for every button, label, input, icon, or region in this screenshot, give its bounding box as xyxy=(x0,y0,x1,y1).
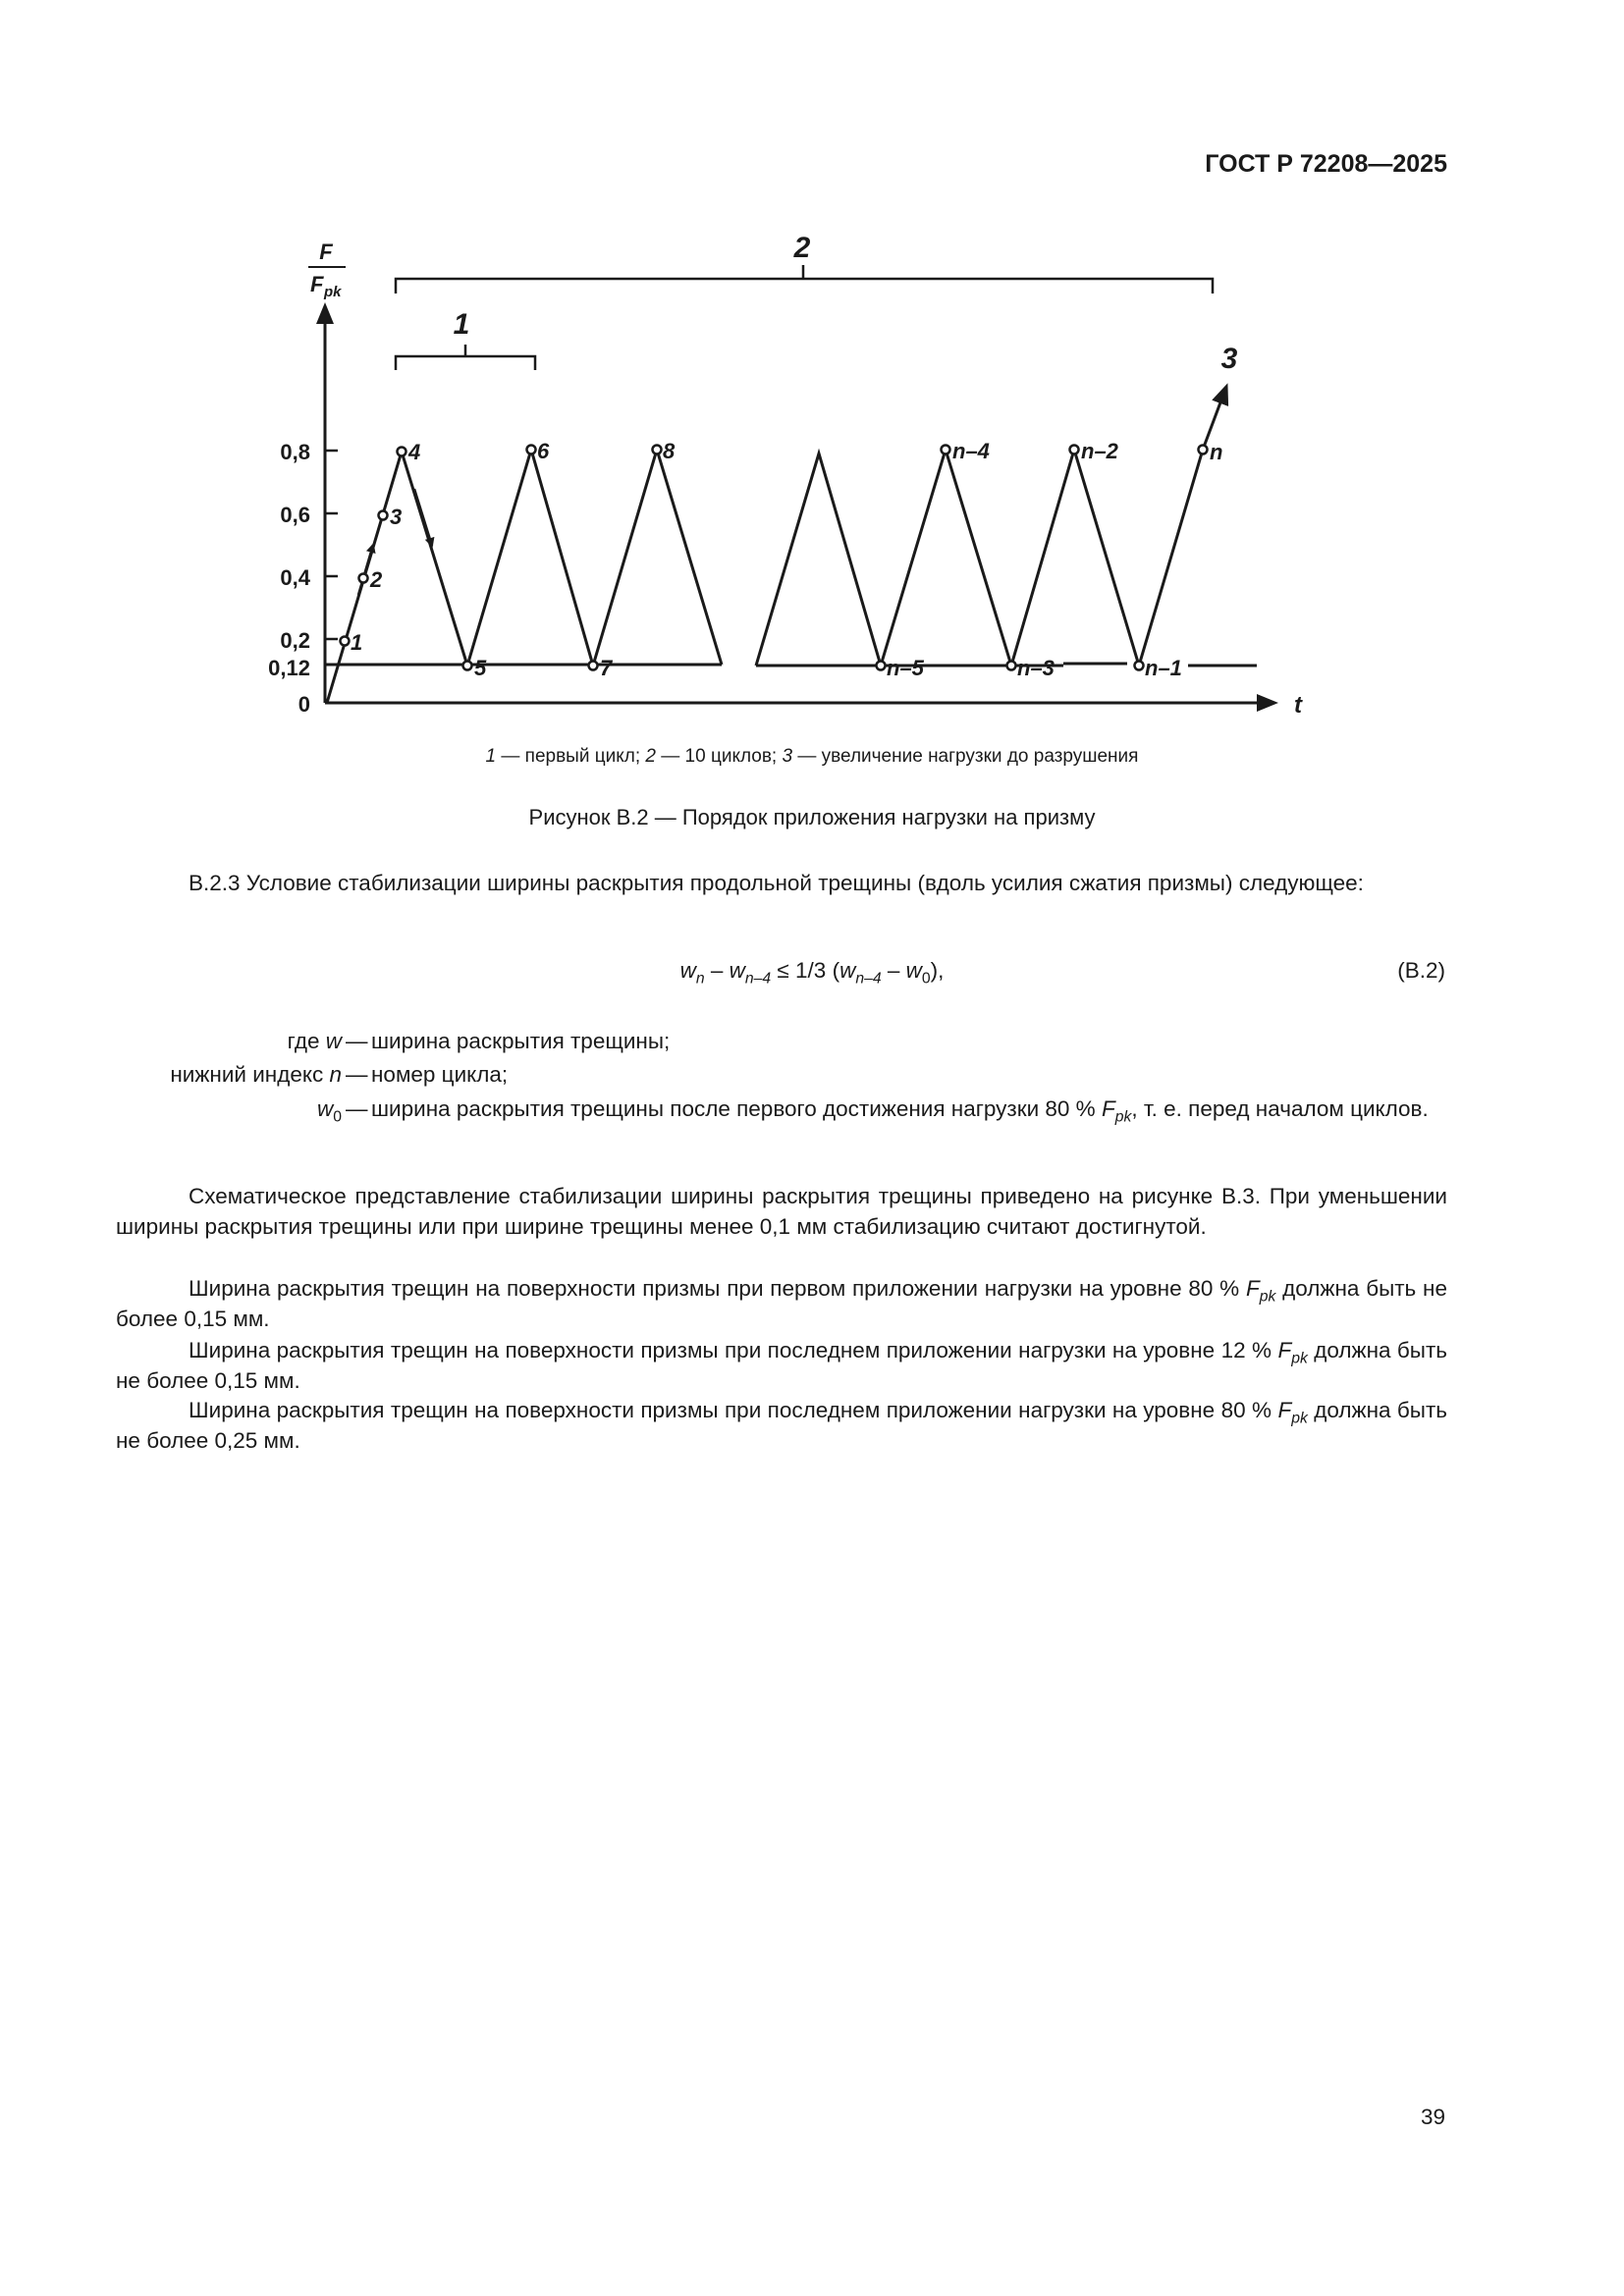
point-markers xyxy=(341,446,1208,670)
paragraph-schematic: Схематическое представление стабилизации ширины раскрытия трещины приведено на рисунке В.3. При уменьшении ширины раскрытия трещины или при ширине трещины менее 0,1 мм стабилизацию считают достигнутой. xyxy=(116,1184,1447,1239)
point-label-6: 6 xyxy=(537,439,550,463)
y-tick-0.6: 0,6 xyxy=(280,503,310,527)
y-tick-0.12: 0,12 xyxy=(268,656,310,680)
point-label-n-1: n–1 xyxy=(1145,656,1182,680)
y-tick-0.8: 0,8 xyxy=(280,440,310,464)
y-tick-0.2: 0,2 xyxy=(280,628,310,653)
point-label-4: 4 xyxy=(408,440,421,464)
point-label-n-3: n–3 xyxy=(1017,656,1055,680)
y-ticks xyxy=(325,451,338,639)
y-axis-label-subscript: pk xyxy=(324,284,342,300)
y-tick-0.4: 0,4 xyxy=(280,565,310,590)
point-label-n-4: n–4 xyxy=(952,439,990,463)
point-label-n: n xyxy=(1210,440,1223,464)
point-label-1: 1 xyxy=(351,630,363,655)
point-label-5: 5 xyxy=(474,656,487,680)
point-label-8: 8 xyxy=(663,439,676,463)
definition-w: где w — ширина раскрытия трещины; xyxy=(287,1029,671,1053)
figure-legend: 1 — первый цикл; 2 — 10 циклов; 3 — увеличение нагрузки до разрушения xyxy=(485,746,1139,767)
bracket-first-cycle xyxy=(396,345,535,370)
figure-caption: Рисунок В.2 — Порядок приложения нагрузки на призму xyxy=(528,805,1096,829)
point-label-7: 7 xyxy=(600,656,613,680)
bracket-ten-cycles xyxy=(396,265,1213,294)
formula-b2: $w_n - w_{n-4} \le 1/3$ $(w_{n-4} - w_0)$, xyxy=(679,958,945,988)
paragraph-last-80: Ширина раскрытия трещин на поверхности призмы при последнем приложении нагрузки на уровне 80 % $F_{pk}$ должна быть не более 0,25 мм. xyxy=(116,1398,1448,1453)
point-label-2: 2 xyxy=(370,567,383,592)
point-label-n-2: n–2 xyxy=(1081,439,1118,463)
definition-w0: $w_0$ — ширина раскрытия трещины после первого достижения нагрузки 80 % $F_{pk}$, т. е. перед началом циклов. xyxy=(316,1096,1429,1126)
bracket-label-2: 2 xyxy=(793,232,811,264)
document-id: ГОСТ Р 72208—2025 xyxy=(1205,150,1447,178)
page-number: 39 xyxy=(1420,2105,1445,2129)
paragraph-b23: В.2.3 Условие стабилизации ширины раскрытия продольной трещины (вдоль усилия сжатия призмы) следующее: xyxy=(189,871,1364,895)
y-axis-label-numerator: F xyxy=(319,240,333,264)
down-arrow xyxy=(414,489,432,546)
point-label-n-5: n–5 xyxy=(887,656,924,680)
paragraph-first-80: Ширина раскрытия трещин на поверхности призмы при первом приложении нагрузки на уровне 80 % $F_{pk}$ должна быть не более 0,15 мм. xyxy=(116,1276,1447,1331)
paragraph-last-12: Ширина раскрытия трещин на поверхности призмы при последнем приложении нагрузки на уровне 12 % $F_{pk}$ должна быть не более 0,15 мм. xyxy=(116,1338,1448,1393)
point-label-3: 3 xyxy=(390,505,403,529)
formula-number: (В.2) xyxy=(1397,958,1445,983)
load-cycle-diagram xyxy=(0,0,1624,746)
bracket-label-1: 1 xyxy=(453,308,470,341)
y-axis-label-denominator: F xyxy=(310,272,324,296)
load-curve-continued xyxy=(756,450,1203,666)
x-axis-label: t xyxy=(1294,692,1302,719)
y-tick-0: 0 xyxy=(298,692,310,717)
definition-n: нижний индекс n — номер цикла; xyxy=(170,1062,509,1087)
bracket-label-3: 3 xyxy=(1220,343,1238,375)
